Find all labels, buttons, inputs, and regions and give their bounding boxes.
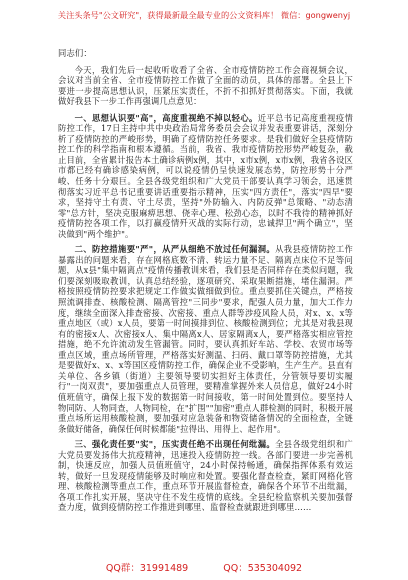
section-3-heading: 三、强化责任要"实"，压实责任绝不出现任何纰漏。 — [74, 439, 276, 450]
section-1 — [58, 113, 353, 240]
section-2 — [58, 244, 353, 434]
section-2-body: 从我县疫情防控工作暴露出的问题来看，存在网格底数不清、转运力量不足、隔离点床位不足等问题，从x县"集中隔离点"疫情传播教训来看，我们县是否同样存在类似问题，我们要深刻吸取教训，认真总结经验，逐项研究、采取果断措施，堵住漏洞。严格按照疫情防控要求把规定工作做实做细做到位。重点要抓住关键点，严格按照流调排查、核酸检测、隔离管控"三同步"要求，配强人员力量，加大工作力度，继续全面深入排查密接、次密接、重点人群等涉疫风险人员，对x、x、x等重点地区（或）x人员，要第一时间摸排到位、核酸检测到位；尤其是对我县现有的密接x人、次密接x人、集中隔离x人、居家隔离x人，要严格落实相应管控措施，绝不允许流动发生管漏管。同时，要认真抓好车站、学校、农贸市场等重点区域，重点场所管理，严格落实好测温、扫码、戴口罩等防控措施，尤其是要做好x、x、x等国区疫情防控工作，确保企业不受影响，生产生产。县直有关单位、各乡镇（街道）主要领导要切实担好主体责任，分管领导要切实履行"一岗双责"，要加强重点人员管理，要精准掌握外来人员信息，做好24小时值班值守，确保上报下发的数据第一时间接收，第一时间处置到位。要坚持人物同防、人物同查，人物同检，在"扩围""加密"重点人群检测的同时，积极开展重点场所运用核酸检测，要加强对应急装备和物资储备情况的全面检查，全链条做好储备，确保任何时候都能"拉得出、用得上、起作用"。 — [58, 244, 353, 434]
contact-footer — [0, 560, 408, 574]
section-2-heading: 二、防控措施要"严"，从严从细绝不放过任何漏洞。 — [74, 244, 276, 255]
section-3-body: 全县各级党组织和广大党员要发扬伟大抗疫精神，迅速投入疫情防控一线。各部门要进一步完善机制，快速反应，加强人员值班值守，24小时保持畅通，确保指挥体系有效运转，做好一旦发现疫情能够及时响应和处置。要强化督查检查，紧盯网格化管理、核酸检测等重点工作，重点环节开展监督检查，确保各个环节不出纰漏，各项工作扎实开展，坚决守住不发生疫情的底线。全县纪检监察机关要加强督查力度，做到疫情防控工作推进到哪里、监督检查就跟进到哪里…… — [58, 439, 353, 513]
intro-paragraph: 今天，我们先后一起收听收看了全省、全市疫情防控工作会商视频会议，会议对当前全省、全市疫情防控工作做了全面的动员，具体的部署。全县上下要进一步提高思想认识，压紧压实责任，不折不扣抓好贯彻落实。下面，我就做好我县下一步工作再强调几点意见： — [58, 64, 353, 107]
qq-group: QQ群：31991489 — [105, 563, 189, 574]
section-3 — [58, 439, 353, 513]
promo-header: 关注头条号"公文研究"，获得最新最全最专业的公文资料库！ 微信：gongwenyj — [57, 10, 351, 20]
document-body — [58, 48, 353, 518]
salutation: 同志们： — [58, 48, 92, 58]
section-1-heading: 一、思想认识要"高"，高度重视绝不掉以轻心。 — [74, 112, 258, 123]
qq-number: QQ：535304092 — [223, 563, 303, 574]
section-1-body: 近平总书记高度重视疫情防控工作，17日主持中共中央政治局常务委员会会议并发表重要讲话，深刻分析了疫情防控的严峻形势，明确了疫情防控任务要求。是我们做好全县疫情防控工作的科学指南和根本遵循。当前，我省、我市疫情防控形势严峻复杂，截止目前，全省累计报告本土确诊病例x例，其中，x市x例，x市x例，我省各设区市都已经有确诊感染病例，可以说疫情仍呈快速发展态势，防控形势十分严峻、任务十分艰巨。全县各级党组织和广大党员干部要认真学习领会，迅速贯彻落实习近平总书记重要讲话重要指示精神，压实"四方责任"，落实"四早"要求，坚持守土有责、守土尽责，坚持"外防输入、内防反弹"总策略、"动态清零"总方针，坚决克服麻痹思想、侥幸心理、松劲心态，以时不我待的精神抓好疫情防控各项工作，以打赢疫情歼灭战的实际行动，忠诚捍卫"两个确立"，坚决做到"两个维护"。 — [58, 112, 353, 239]
